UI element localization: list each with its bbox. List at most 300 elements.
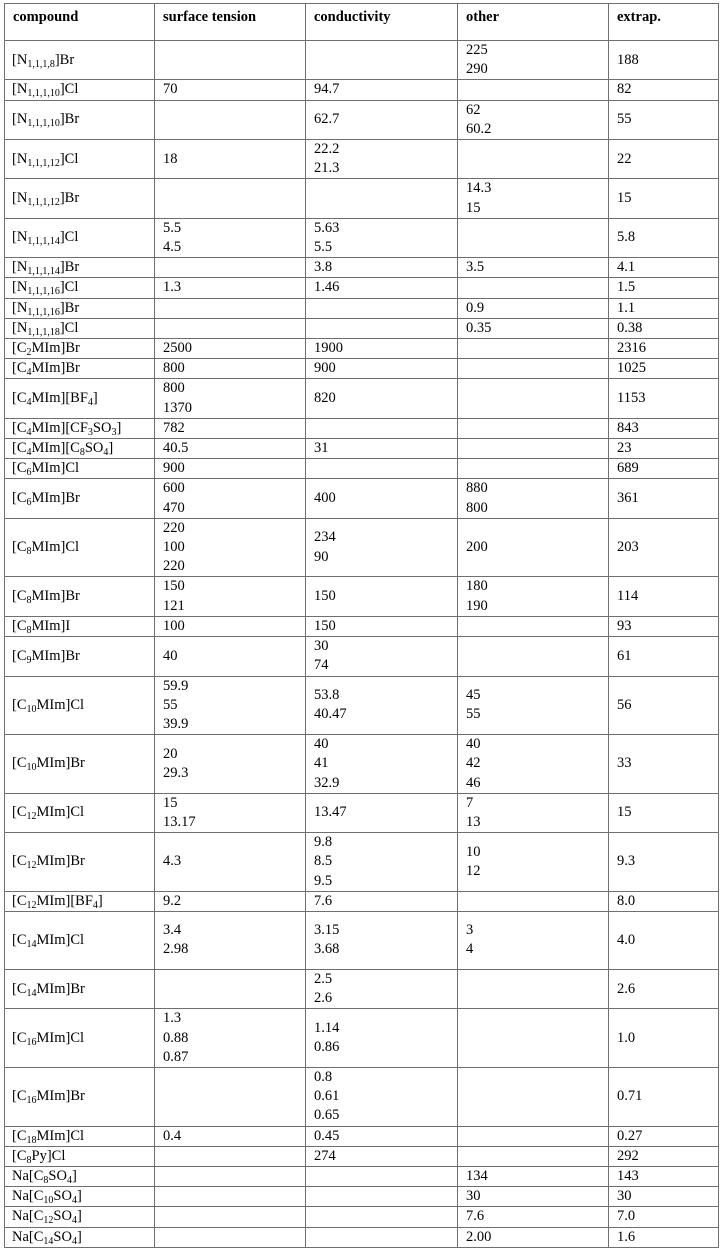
cell-conductivity (306, 1207, 458, 1227)
cell-other (458, 439, 609, 459)
cell-value: 94.7 (314, 81, 340, 98)
cell-extrap: 1.5 (609, 278, 719, 298)
cell-surface-tension (155, 100, 306, 139)
table-row (5, 379, 719, 418)
cell-value: 10 (466, 843, 481, 860)
cell-surface-tension (155, 1067, 306, 1126)
cell-compound: $[C_4MIm][BF_4]$ (5, 379, 155, 418)
cell-compound: $[N_{1,1,1,12}]Br$ (5, 179, 155, 218)
cell-value: 55 (466, 706, 481, 723)
cell-other (458, 833, 609, 892)
cell-extrap: 114 (609, 577, 719, 616)
cell-conductivity (306, 518, 458, 577)
cell-conductivity (306, 1166, 458, 1186)
cell-compound: $Na[C_8SO_4]$ (5, 1166, 155, 1186)
cell-other (458, 1227, 609, 1247)
cell-other (458, 41, 609, 80)
table-row (5, 339, 719, 359)
cell-extrap: 93 (609, 616, 719, 636)
cell-value: 2.5 (314, 970, 333, 987)
cell-other (458, 969, 609, 1008)
cell-compound: $[C_{18}MIm]Cl$ (5, 1126, 155, 1146)
cell-compound: $[C_4MIm]Br$ (5, 359, 155, 379)
table-row (5, 1126, 719, 1146)
cell-value: 100 (163, 617, 185, 634)
cell-other (458, 278, 609, 298)
cell-other (458, 1166, 609, 1186)
cell-conductivity (306, 833, 458, 892)
cell-value: 234 (314, 529, 336, 546)
cell-value: 42 (466, 755, 481, 772)
cell-other (458, 577, 609, 616)
cell-value: 0.4 (163, 1127, 182, 1144)
cell-value: 45 (466, 687, 481, 704)
cell-conductivity (306, 379, 458, 418)
cell-value: 53.8 (314, 687, 340, 704)
header-conductivity: conductivity (306, 4, 458, 41)
table-row (5, 1166, 719, 1186)
table-row (5, 911, 719, 969)
cell-extrap: 292 (609, 1146, 719, 1166)
cell-compound: $[C_{14}MIm]Br$ (5, 969, 155, 1008)
cell-value: 40 (466, 736, 481, 753)
table-row (5, 80, 719, 100)
cell-surface-tension (155, 1166, 306, 1186)
cell-extrap: 1.6 (609, 1227, 719, 1247)
cell-compound: $Na[C_{14}SO_4]$ (5, 1227, 155, 1247)
cell-compound: $[N_{1,1,1,12}]Cl$ (5, 140, 155, 179)
cell-surface-tension (155, 80, 306, 100)
cell-value: 40 (314, 736, 329, 753)
cell-compound: $[N_{1,1,1,16}]Cl$ (5, 278, 155, 298)
cell-value: 3.68 (314, 941, 340, 958)
cell-value: 190 (466, 597, 488, 614)
cell-value: 15 (466, 199, 481, 216)
cell-value: 220 (163, 558, 185, 575)
cell-extrap: 9.3 (609, 833, 719, 892)
cell-value: 290 (466, 61, 488, 78)
cell-value: 40 (163, 647, 178, 664)
cell-value: 70 (163, 81, 178, 98)
cell-value: 600 (163, 480, 185, 497)
cell-extrap: 1153 (609, 379, 719, 418)
cell-surface-tension (155, 793, 306, 832)
cell-conductivity (306, 616, 458, 636)
cell-compound: $[C_{16}MIm]Br$ (5, 1067, 155, 1126)
cell-value: 40.5 (163, 440, 189, 457)
cell-surface-tension (155, 637, 306, 676)
cell-value: 62.7 (314, 111, 340, 128)
cell-surface-tension (155, 318, 306, 338)
cell-value: 274 (314, 1147, 336, 1164)
cell-extrap: 4.1 (609, 258, 719, 278)
cell-value: 55 (163, 696, 178, 713)
table-row (5, 1009, 719, 1068)
cell-compound: $[C_4MIm][CF_3SO_3]$ (5, 418, 155, 438)
cell-compound: $[C_{12}MIm]Br$ (5, 833, 155, 892)
cell-extrap: 2316 (609, 339, 719, 359)
cell-extrap: 0.27 (609, 1126, 719, 1146)
cell-value: 18 (163, 150, 178, 167)
cell-extrap: 56 (609, 676, 719, 735)
cell-conductivity (306, 1227, 458, 1247)
cell-surface-tension (155, 735, 306, 794)
cell-other (458, 140, 609, 179)
cell-other (458, 735, 609, 794)
cell-conductivity (306, 1009, 458, 1068)
cell-compound: $[N_{1,1,1,14}]Cl$ (5, 218, 155, 257)
table-row (5, 833, 719, 892)
cell-surface-tension (155, 459, 306, 479)
cell-value: 5.5 (163, 219, 182, 236)
cell-extrap: 23 (609, 439, 719, 459)
cell-compound: $[C_{10}MIm]Br$ (5, 735, 155, 794)
cell-other (458, 359, 609, 379)
header-extrap: extrap. (609, 4, 719, 41)
cell-value: 782 (163, 419, 185, 436)
cell-value: 62 (466, 101, 481, 118)
table-row (5, 418, 719, 438)
cell-value: 7.6 (314, 892, 333, 909)
cell-conductivity (306, 793, 458, 832)
table-row (5, 1207, 719, 1227)
table-row (5, 278, 719, 298)
cell-extrap: 0.38 (609, 318, 719, 338)
cell-value: 22.2 (314, 141, 340, 158)
cell-surface-tension (155, 518, 306, 577)
cell-value: 7.6 (466, 1208, 485, 1225)
cell-compound: $[C_8MIm]Cl$ (5, 518, 155, 577)
cell-value: 9.5 (314, 872, 333, 889)
cell-value: 1.3 (163, 279, 182, 296)
cell-value: 820 (314, 390, 336, 407)
cell-conductivity (306, 100, 458, 139)
cell-value: 3 (466, 922, 474, 939)
cell-other (458, 218, 609, 257)
cell-surface-tension (155, 179, 306, 218)
cell-compound: $[C_8Py]Cl$ (5, 1146, 155, 1166)
cell-compound: $[N_{1,1,1,10}]Br$ (5, 100, 155, 139)
table-row (5, 100, 719, 139)
cell-value: 60.2 (466, 120, 492, 137)
cell-extrap: 5.8 (609, 218, 719, 257)
cell-value: 880 (466, 480, 488, 497)
cell-other (458, 339, 609, 359)
cell-extrap: 30 (609, 1187, 719, 1207)
cell-value: 4.5 (163, 239, 182, 256)
cell-other (458, 258, 609, 278)
cell-extrap: 4.0 (609, 911, 719, 969)
cell-conductivity (306, 459, 458, 479)
cell-value: 200 (466, 539, 488, 556)
cell-surface-tension (155, 1207, 306, 1227)
cell-conductivity (306, 911, 458, 969)
cell-value: 180 (466, 578, 488, 595)
cell-conductivity (306, 418, 458, 438)
cell-surface-tension (155, 833, 306, 892)
cell-surface-tension (155, 41, 306, 80)
cell-extrap: 1.1 (609, 298, 719, 318)
cell-surface-tension (155, 891, 306, 911)
cell-extrap: 0.71 (609, 1067, 719, 1126)
cell-extrap: 22 (609, 140, 719, 179)
cell-conductivity (306, 140, 458, 179)
table-row (5, 518, 719, 577)
cell-surface-tension (155, 418, 306, 438)
cell-extrap: 1.0 (609, 1009, 719, 1068)
table-row (5, 969, 719, 1008)
cell-extrap: 361 (609, 479, 719, 518)
cell-value: 0.87 (163, 1048, 189, 1065)
cell-conductivity (306, 577, 458, 616)
cell-value: 13 (466, 813, 481, 830)
cell-compound: $[C_{10}MIm]Cl$ (5, 676, 155, 735)
cell-other (458, 318, 609, 338)
cell-other (458, 459, 609, 479)
cell-value: 5.5 (314, 239, 333, 256)
cell-compound: $[C_{12}MIm][BF_4]$ (5, 891, 155, 911)
cell-conductivity (306, 735, 458, 794)
cell-surface-tension (155, 140, 306, 179)
cell-conductivity (306, 359, 458, 379)
cell-value: 8.5 (314, 853, 333, 870)
cell-conductivity (306, 298, 458, 318)
cell-value: 150 (163, 578, 185, 595)
cell-conductivity (306, 1067, 458, 1126)
table-row (5, 1187, 719, 1207)
cell-compound: $[C_6MIm]Cl$ (5, 459, 155, 479)
table-row (5, 479, 719, 518)
cell-value: 2.6 (314, 990, 333, 1007)
cell-value: 1370 (163, 399, 192, 416)
cell-surface-tension (155, 1126, 306, 1146)
cell-surface-tension (155, 1187, 306, 1207)
cell-surface-tension (155, 278, 306, 298)
cell-surface-tension (155, 577, 306, 616)
table-row (5, 616, 719, 636)
cell-value: 9.2 (163, 892, 182, 909)
cell-value: 29.3 (163, 764, 189, 781)
cell-value: 1.46 (314, 279, 340, 296)
cell-value: 5.63 (314, 219, 340, 236)
cell-conductivity (306, 1187, 458, 1207)
cell-value: 0.86 (314, 1039, 340, 1056)
cell-value: 150 (314, 588, 336, 605)
table-row (5, 41, 719, 80)
cell-value: 3.15 (314, 922, 340, 939)
cell-conductivity (306, 218, 458, 257)
cell-extrap: 33 (609, 735, 719, 794)
cell-value: 3.4 (163, 922, 182, 939)
cell-conductivity (306, 1126, 458, 1146)
data-table (4, 3, 719, 1248)
cell-conductivity (306, 891, 458, 911)
table-row (5, 218, 719, 257)
header-surface-tension: surface tension (155, 4, 306, 41)
cell-value: 59.9 (163, 677, 189, 694)
cell-value: 0.35 (466, 319, 492, 336)
cell-value: 1.3 (163, 1010, 182, 1027)
cell-value: 1.14 (314, 1019, 340, 1036)
table-row (5, 891, 719, 911)
cell-surface-tension (155, 359, 306, 379)
table-row (5, 459, 719, 479)
cell-value: 470 (163, 499, 185, 516)
cell-other (458, 518, 609, 577)
cell-other (458, 1207, 609, 1227)
cell-value: 39.9 (163, 715, 189, 732)
cell-compound: $[C_8MIm]Br$ (5, 577, 155, 616)
cell-other (458, 676, 609, 735)
cell-value: 225 (466, 42, 488, 58)
cell-other (458, 793, 609, 832)
cell-extrap: 7.0 (609, 1207, 719, 1227)
cell-surface-tension (155, 969, 306, 1008)
cell-other (458, 891, 609, 911)
header-row (5, 4, 719, 41)
cell-compound: $[N_{1,1,1,10}]Cl$ (5, 80, 155, 100)
cell-compound: $[C_6MIm]Br$ (5, 479, 155, 518)
cell-value: 900 (163, 460, 185, 477)
cell-surface-tension (155, 339, 306, 359)
cell-compound: $[N_{1,1,1,8}]Br$ (5, 41, 155, 80)
table-row (5, 140, 719, 179)
cell-value: 30 (466, 1188, 481, 1205)
cell-other (458, 100, 609, 139)
cell-conductivity (306, 637, 458, 676)
header-other: other (458, 4, 609, 41)
table-row (5, 439, 719, 459)
cell-value: 400 (314, 490, 336, 507)
cell-conductivity (306, 278, 458, 298)
cell-value: 7 (466, 794, 474, 811)
cell-compound: $[C_{12}MIm]Cl$ (5, 793, 155, 832)
cell-surface-tension (155, 911, 306, 969)
cell-surface-tension (155, 258, 306, 278)
cell-conductivity (306, 969, 458, 1008)
cell-value: 4 (466, 941, 474, 958)
cell-extrap: 8.0 (609, 891, 719, 911)
table-row (5, 577, 719, 616)
cell-surface-tension (155, 218, 306, 257)
cell-value: 900 (314, 360, 336, 377)
cell-value: 14.3 (466, 180, 492, 197)
cell-value: 800 (163, 380, 185, 397)
cell-compound: $[C_4MIm][C_8SO_4]$ (5, 439, 155, 459)
cell-conductivity (306, 676, 458, 735)
cell-other (458, 1067, 609, 1126)
cell-value: 2.00 (466, 1228, 492, 1245)
cell-value: 90 (314, 548, 329, 565)
cell-value: 800 (163, 360, 185, 377)
cell-value: 100 (163, 539, 185, 556)
cell-conductivity (306, 479, 458, 518)
cell-value: 121 (163, 597, 185, 614)
cell-value: 13.47 (314, 804, 347, 821)
cell-conductivity (306, 339, 458, 359)
cell-surface-tension (155, 616, 306, 636)
cell-value: 0.61 (314, 1088, 340, 1105)
table-row (5, 298, 719, 318)
cell-value: 0.8 (314, 1068, 333, 1085)
cell-value: 31 (314, 440, 329, 457)
cell-compound: $Na[C_{10}SO_4]$ (5, 1187, 155, 1207)
cell-other (458, 298, 609, 318)
table-row (5, 1067, 719, 1126)
table-row (5, 793, 719, 832)
cell-other (458, 911, 609, 969)
cell-value: 0.88 (163, 1029, 189, 1046)
cell-surface-tension (155, 479, 306, 518)
cell-surface-tension (155, 1227, 306, 1247)
cell-value: 13.17 (163, 813, 196, 830)
cell-value: 46 (466, 774, 481, 791)
cell-conductivity (306, 80, 458, 100)
cell-value: 20 (163, 745, 178, 762)
cell-value: 32.9 (314, 774, 340, 791)
table-row (5, 179, 719, 218)
cell-compound: $[C_8MIm]I$ (5, 616, 155, 636)
cell-extrap: 15 (609, 793, 719, 832)
cell-value: 134 (466, 1167, 488, 1184)
table-row (5, 258, 719, 278)
cell-other (458, 80, 609, 100)
cell-value: 2.98 (163, 941, 189, 958)
table-row (5, 1227, 719, 1247)
cell-value: 3.8 (314, 259, 333, 276)
cell-value: 41 (314, 755, 329, 772)
cell-surface-tension (155, 676, 306, 735)
cell-extrap: 1025 (609, 359, 719, 379)
cell-compound: $[C_{14}MIm]Cl$ (5, 911, 155, 969)
cell-other (458, 179, 609, 218)
cell-other (458, 616, 609, 636)
cell-value: 150 (314, 617, 336, 634)
cell-compound: $Na[C_{12}SO_4]$ (5, 1207, 155, 1227)
header-compound: compound (5, 4, 155, 41)
cell-extrap: 188 (609, 41, 719, 80)
cell-other (458, 379, 609, 418)
cell-value: 0.9 (466, 299, 485, 316)
cell-other (458, 1146, 609, 1166)
cell-value: 3.5 (466, 259, 485, 276)
cell-compound: $[N_{1,1,1,18}]Cl$ (5, 318, 155, 338)
cell-compound: $[N_{1,1,1,14}]Br$ (5, 258, 155, 278)
cell-surface-tension (155, 298, 306, 318)
cell-value: 800 (466, 499, 488, 516)
cell-compound: $[N_{1,1,1,16}]Br$ (5, 298, 155, 318)
table-row (5, 359, 719, 379)
table-row (5, 1146, 719, 1166)
cell-compound: $[C_2MIm]Br$ (5, 339, 155, 359)
cell-value: 12 (466, 862, 481, 879)
cell-value: 30 (314, 638, 329, 655)
cell-surface-tension (155, 439, 306, 459)
cell-compound: $[C_9MIm]Br$ (5, 637, 155, 676)
cell-extrap: 61 (609, 637, 719, 676)
cell-extrap: 143 (609, 1166, 719, 1186)
cell-conductivity (306, 439, 458, 459)
cell-surface-tension (155, 379, 306, 418)
cell-extrap: 203 (609, 518, 719, 577)
cell-extrap: 2.6 (609, 969, 719, 1008)
cell-surface-tension (155, 1146, 306, 1166)
cell-conductivity (306, 41, 458, 80)
cell-value: 1900 (314, 340, 343, 357)
cell-value: 40.47 (314, 706, 347, 723)
cell-conductivity (306, 179, 458, 218)
cell-other (458, 1009, 609, 1068)
